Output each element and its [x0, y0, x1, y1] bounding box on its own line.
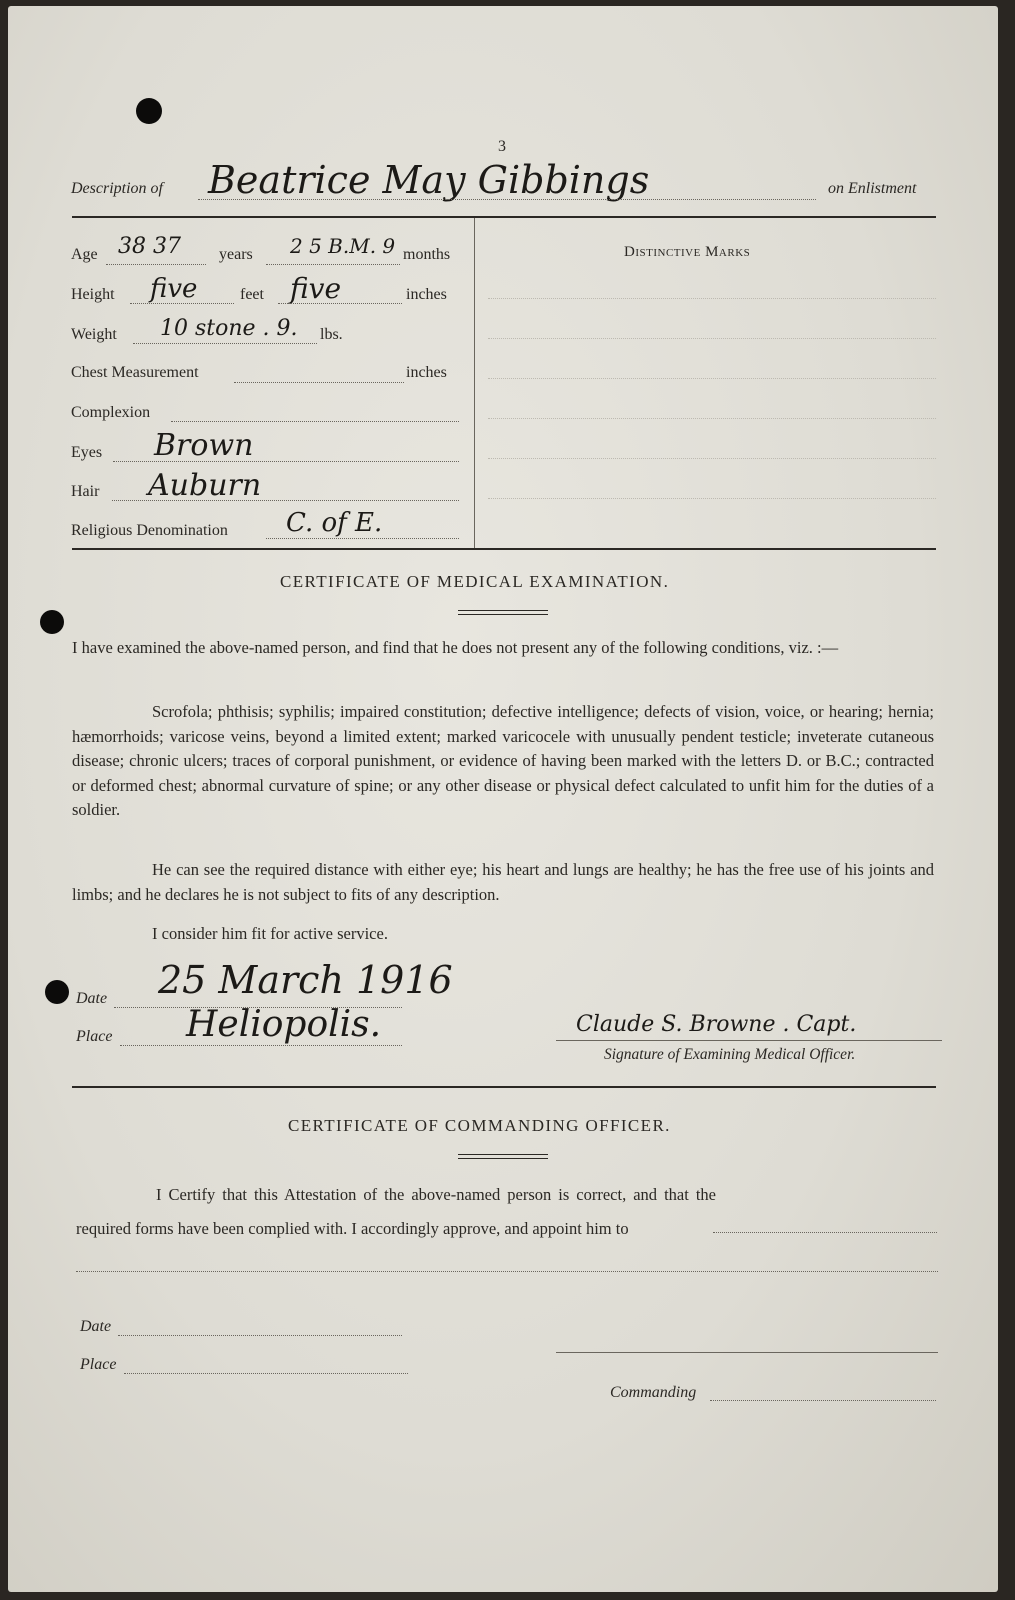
inches-label: inches [406, 286, 447, 303]
distinctive-marks-label: Distinctive Marks [624, 244, 751, 260]
marks-line-2 [488, 338, 936, 339]
document-page [8, 6, 998, 1592]
commanding-title-ornament-1 [458, 1154, 548, 1155]
signature-caption: Signature of Examining Medical Officer. [604, 1046, 856, 1063]
description-underline [198, 199, 816, 200]
years-label: years [219, 246, 253, 263]
religion-value: C. of E. [286, 508, 383, 538]
medical-officer-signature: Claude S. Browne . Capt. [576, 1012, 857, 1037]
commanding-paragraph: I Certify that this Attestation of the above-named person is correct, and that the required forms have been complied with. I accordingly approve, and appoint him to [76, 1185, 716, 1238]
commanding-place-line [124, 1373, 408, 1374]
marks-line-5 [488, 458, 936, 459]
commanding-certificate-title: CERTIFICATE OF COMMANDING OFFICER. [288, 1116, 671, 1135]
weight-line [133, 343, 317, 344]
punch-hole-lower [45, 980, 69, 1004]
commanding-date-line [118, 1335, 402, 1336]
religion-label: Religious Denomination [71, 522, 228, 539]
age-value: 38 37 [118, 234, 181, 259]
chest-inches-label: inches [406, 364, 447, 381]
marks-line-1 [488, 298, 936, 299]
months-line [266, 264, 400, 265]
lbs-label: lbs. [320, 326, 343, 343]
chest-line [234, 382, 404, 383]
commanding-date-label: Date [80, 1318, 112, 1335]
details-bottom-rule [72, 548, 936, 550]
appointment-line-1 [713, 1232, 937, 1233]
commanding-signature-line [556, 1352, 938, 1353]
medical-place-value: Heliopolis. [186, 1004, 382, 1045]
recruit-name: Beatrice May Gibbings [208, 158, 650, 202]
commanding-place-label: Place [80, 1356, 117, 1373]
medical-paragraph-2: Scrofola; phthisis; syphilis; impaired constitution; defective intelligence; defects of vision, voice, or hearing; hernia; hæmorrhoids; varicose veins, beyond a limited extent; marked varicocele with unusually pendent testicle; inveterate cutaneous disease; chronic ulcers; traces of corporal punishment, or evidence of having been marked with the letters D. or B.C.; contracted or deformed chest; abnormal curvature of spine; or any other disease or physical defect calculated to unfit him for the duties of a soldier. [72, 702, 934, 819]
height-feet-value: five [150, 274, 198, 304]
commanding-unit-line [710, 1400, 936, 1401]
marks-line-4 [488, 418, 936, 419]
header-rule [72, 216, 936, 218]
months-value: 2 5 B.M. 9 [290, 234, 396, 258]
medical-bottom-rule [72, 1086, 936, 1088]
medical-date-label: Date [76, 990, 108, 1007]
marks-line-3 [488, 378, 936, 379]
commanding-label: Commanding [610, 1384, 697, 1401]
medical-certificate-title: CERTIFICATE OF MEDICAL EXAMINATION. [280, 572, 670, 591]
medical-place-label: Place [76, 1028, 113, 1045]
chest-label: Chest Measurement [71, 364, 199, 381]
height-feet-line [130, 303, 234, 304]
hair-value: Auburn [148, 468, 262, 503]
medical-paragraph-4: I consider him fit for active service. [152, 924, 388, 943]
medical-paragraph-1: I have examined the above-named person, and find that he does not present any of the following conditions, viz. :— [72, 638, 839, 657]
complexion-label: Complexion [71, 404, 151, 421]
marks-line-6 [488, 498, 936, 499]
height-inches-line [278, 303, 402, 304]
punch-hole-middle [40, 610, 64, 634]
page-number: 3 [498, 138, 506, 155]
signature-line [556, 1040, 942, 1041]
hair-line [112, 500, 459, 501]
description-label: Description of [71, 180, 163, 197]
punch-hole-top [136, 98, 162, 124]
months-label: months [403, 246, 451, 263]
eyes-line [113, 461, 459, 462]
eyes-label: Eyes [71, 444, 103, 461]
hair-label: Hair [71, 483, 100, 500]
complexion-line [171, 421, 459, 422]
weight-value: 10 stone . 9. [160, 316, 298, 341]
weight-label: Weight [71, 326, 117, 343]
column-divider [474, 218, 475, 548]
religion-line [266, 538, 459, 539]
medical-date-value: 25 March 1916 [158, 958, 453, 1002]
feet-label: feet [240, 286, 264, 303]
on-enlistment-label: on Enlistment [828, 180, 917, 197]
age-line [106, 264, 206, 265]
height-label: Height [71, 286, 115, 303]
eyes-value: Brown [154, 428, 254, 463]
age-label: Age [71, 246, 98, 263]
medical-paragraph-3: He can see the required distance with either eye; his heart and lungs are healthy; he has the free use of his joints and limbs; and he declares he is not subject to fits of any description. [72, 860, 934, 904]
commanding-title-ornament-2 [458, 1158, 548, 1159]
medical-place-line [120, 1045, 402, 1046]
height-inches-value: five [290, 272, 342, 305]
medical-title-ornament-2 [458, 614, 548, 615]
appointment-line-2 [76, 1271, 938, 1272]
medical-title-ornament-1 [458, 610, 548, 611]
